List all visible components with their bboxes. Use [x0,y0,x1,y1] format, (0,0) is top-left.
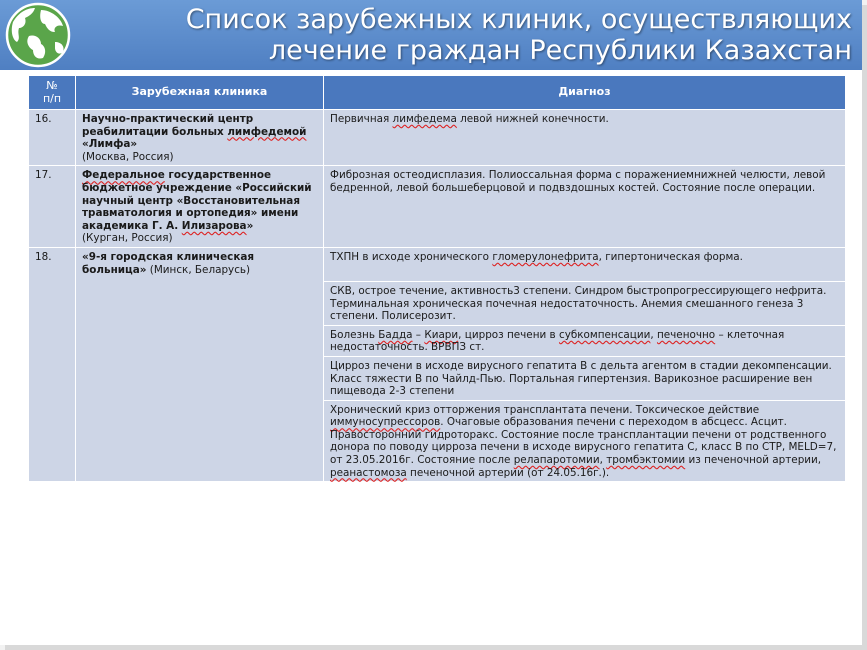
header-num-line2: п/п [42,91,62,105]
table-row [29,166,846,248]
table-row [29,110,846,166]
diagnosis-text: печеночной артерии (от 24.05.16г.). [406,466,610,479]
header-num [29,76,76,110]
diagnosis-text: Первичная [330,113,393,125]
diagnosis-text: иммуносупрессоров [330,416,441,429]
diagnosis-cell: Цирроз печени в исходе вирусного гепатита В с дельта агентом в стадии декомпенсации. Класс тяжести В по Чайлд-Пью. Портальная гипертензия. Варикозное расширение вен пищевода 2-3 степени [324,356,846,400]
diagnosis-text: печеночно [656,328,716,341]
row-number: 17. [29,166,76,248]
diagnosis-text: Хронический криз отторжения трансплантата печени. Токсическое действие [330,403,760,416]
clinic-name: Илизарова [181,219,247,232]
diagnosis-text: реанастомоза [330,466,407,479]
diagnosis-cell: СКВ, острое течение, активность3 степени. Синдром быстропрогрессирующего нефрита. Терминальная хроническая почечная недостаточность. Анемия смешанного генеза 3 степени. Полисерозит. [324,281,846,325]
clinic-name: «Лимфа» [82,138,138,151]
diagnosis-text: , [650,328,657,341]
clinic-name: Научно-практический центр реабилитации больных [82,113,254,138]
diagnosis-text: Болезнь [330,328,379,341]
title-banner [0,0,862,70]
table-row [29,247,846,281]
diagnosis-text: из печеночной артерии, [685,454,822,467]
row-number: 18. [29,247,76,481]
diagnosis-text: , гипертоническая форма. [598,250,743,263]
diagnosis-cell [324,325,846,356]
diagnosis-text: Бадда [378,328,413,341]
header-clinic: Зарубежная клиника [76,76,324,110]
clinic-location: (Минск, Беларусь) [146,263,251,276]
globe-icon [5,2,71,68]
diagnosis-text: . Очаговые образования печени с переходом в абсцесс. Асцит. Правосторонний гидроторакс. Состояние после трансплантации печени от родственного донора по поводу цирроза печени в исходе вирусного гепатита С, класс В по СТР, MELD=7, от 23.05.2016г. Состояние после [330,416,837,467]
diagnosis-text: лимфедема [392,113,457,125]
diagnosis-text: – [412,328,425,341]
clinic-name: Федеральное [82,169,165,182]
table-header-row [29,76,846,110]
page-title [132,4,852,66]
clinic-location: (Москва, Россия) [82,150,174,163]
diagnosis-text: релапаротомии [513,454,600,467]
header-num-line1: № [46,78,58,92]
header-diagnosis: Диагноз [324,76,846,110]
diagnosis-text: – клеточная недостаточность. ВРВПЗ ст. [330,328,785,354]
clinic-name: » [246,219,254,232]
diagnosis-text: Киари [424,328,459,341]
diagnosis-text: субкомпенсации [558,328,651,341]
diagnosis-text: гломерулонефрита [492,250,599,263]
clinic-cell [76,247,324,481]
clinics-table [28,75,846,482]
clinic-cell [76,166,324,248]
diagnosis-text: , [599,454,607,467]
clinic-name: государственное бюджетное учреждение «Российский научный центр «Восстановительная травматология и ортопедия» имени академика Г. А. [82,169,312,232]
title-line-2: лечение граждан Республики Казахстан [268,35,852,66]
clinic-cell [76,110,324,166]
diagnosis-cell [324,247,846,281]
diagnosis-text: левой нижней конечности. [456,113,609,125]
diagnosis-cell [324,110,846,166]
diagnosis-text: , цирроз печени в [458,328,559,341]
diagnosis-text: тромбэктомии [606,454,686,467]
diagnosis-text: ТХПН в исходе хронического [330,250,493,263]
diagnosis-cell [324,400,846,482]
clinic-name: лимфедемой [227,125,307,138]
row-number: 16. [29,110,76,166]
clinic-location: (Курган, Россия) [82,232,173,245]
title-line-1: Список зарубежных клиник, осуществляющих [185,4,852,35]
clinic-name: «9-я городская клиническая больница» [82,250,255,276]
diagnosis-cell: Фиброзная остеодисплазия. Полиоссальная форма с поражениемнижней челюсти, левой бедренной, левой большеберцовой и подвздошных костей. Состояние после операции. [324,166,846,248]
